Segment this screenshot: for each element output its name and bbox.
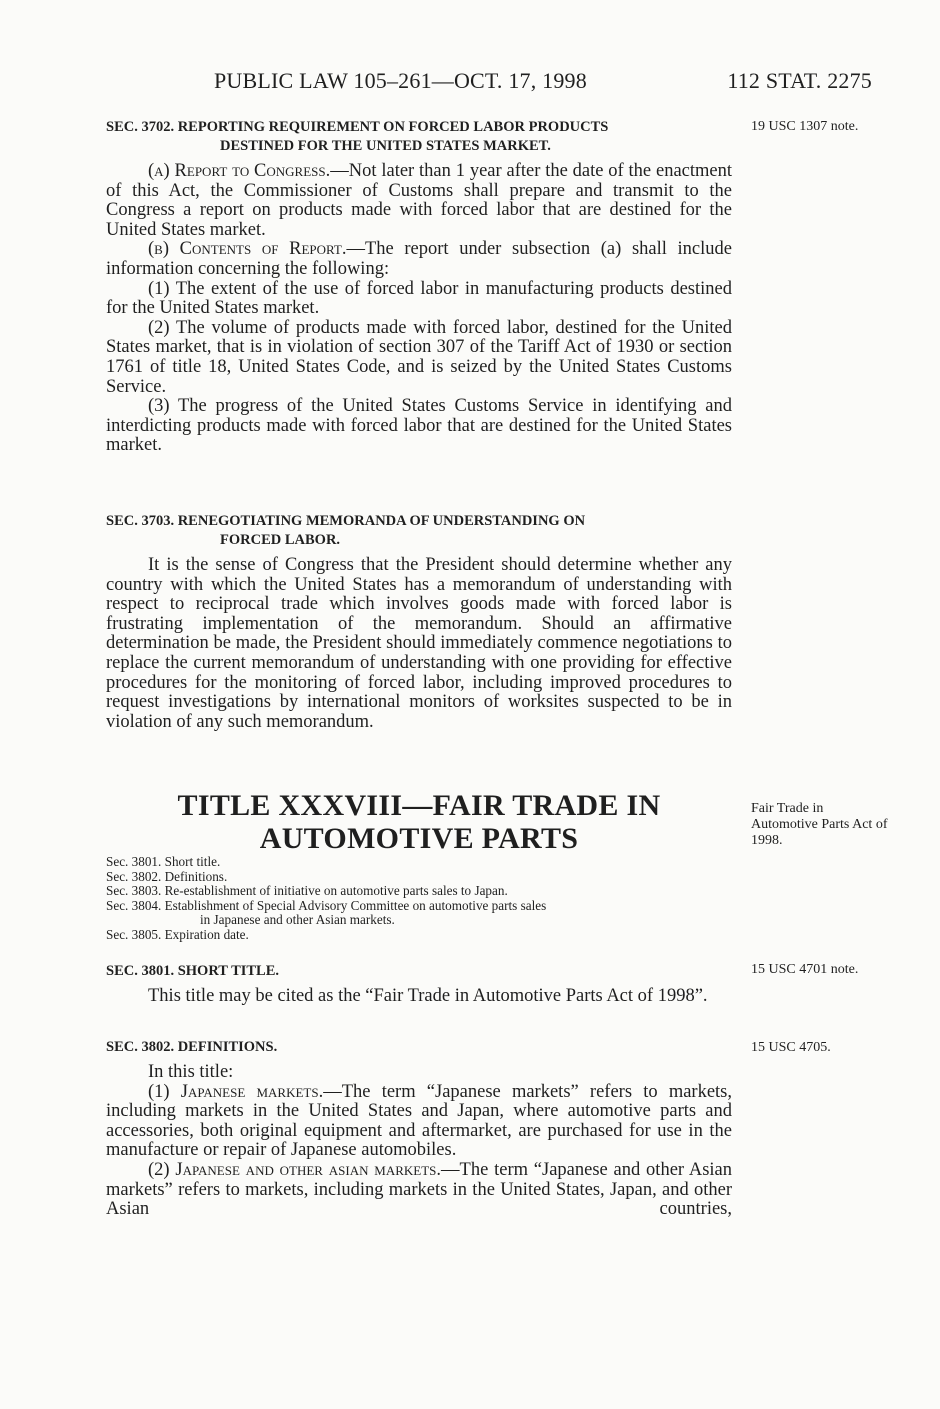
toc-entry-3804-cont: in Japanese and other Asian markets. — [200, 912, 395, 928]
sec-3801-text: This title may be cited as the “Fair Trade in Automotive Parts Act of 1998”. — [148, 986, 708, 1006]
sec-3702-heading-line1: SEC. 3702. REPORTING REQUIREMENT ON FORCED LABOR PRODUCTS — [106, 119, 609, 135]
title-heading-line2: AUTOMOTIVE PARTS — [259, 822, 579, 855]
title-margin-note: Fair Trade in Automotive Parts Act of 1998. — [751, 801, 888, 848]
toc-entry-3802: Sec. 3802. Definitions. — [106, 868, 228, 884]
running-head-stat: 112 STAT. 2275 — [727, 68, 872, 93]
sec-3703-heading-line1: SEC. 3703. RENEGOTIATING MEMORANDA OF UNDERSTANDING ON — [106, 513, 586, 529]
sec-3802 — [106, 1038, 732, 1220]
sec-3702-b-text: The report under subsection (a) shall include information concerning the following: — [106, 239, 732, 279]
sec-3702-a-text: Not later than 1 year after the date of the enactment of this Act, the Commissioner of Customs shall prepare and transmit to the Congress a report on products made with forced labor that are destined for the United States market. — [106, 161, 732, 240]
sec-3802-item-2-wrap — [106, 1161, 732, 1220]
sec-3702 — [106, 118, 732, 456]
toc-entry-3805: Sec. 3805. Expiration date. — [106, 926, 249, 942]
sec-3802-item-1-wrap — [106, 1083, 732, 1161]
running-head-law: PUBLIC LAW 105–261—OCT. 17, 1998 — [214, 68, 587, 93]
sec-3802-item-2 — [106, 1161, 732, 1220]
sec-3702-heading-line2: DESTINED FOR THE UNITED STATES MARKET. — [220, 138, 551, 154]
sec-3702-subsection-b — [106, 240, 732, 279]
sec-3702-item-1 — [106, 280, 732, 319]
sec-3703-text: It is the sense of Congress that the President should determine whether any country with which the United States has a memorandum of understanding with respect to reciprocal trade which involves goods made with forced labor is frustrating implementation of the memorandum. Should an affirmative determination be made, the President should immediately commence negotiations to replace the current memorandum of understanding with one providing for effective procedures for the monitoring of forced labor, including improved procedures to request investigations by international monitors of worksites suspected to be in violation of any such memorandum. — [106, 555, 732, 732]
sec-3703-heading — [106, 512, 732, 550]
sec-3801-margin-note: 15 USC 4701 note. — [751, 962, 859, 977]
toc-entry-3804: Sec. 3804. Establishment of Special Advisory Committee on automotive parts sales — [106, 897, 547, 913]
sec-3703-heading-line2: FORCED LABOR. — [220, 532, 341, 548]
sec-3702-subsection-a — [106, 162, 732, 240]
title-heading — [106, 789, 732, 855]
sec-3801 — [106, 962, 732, 1007]
sec-3802-margin-note: 15 USC 4705. — [751, 1040, 831, 1055]
toc-entry-3801: Sec. 3801. Short title. — [106, 854, 221, 869]
sec-3702-item-3-text: (3) The progress of the United States Customs Service in identifying and interdicting products made with forced labor that are destined for the United States market. — [106, 396, 732, 456]
sec-3801-heading: SEC. 3801. SHORT TITLE. — [106, 963, 280, 979]
sec-3702-margin-note: 19 USC 1307 note. — [751, 119, 859, 134]
sec-3702-b-label: (b) Contents of Report.— — [148, 239, 365, 260]
sec-3702-heading — [106, 118, 732, 156]
sec-3802-item-1-text: The term “Japanese markets” refers to markets, including markets in the United States and Japan, where automotive parts and accessories, both original equipment and aftermarket, are purchased for use in the manufacture or repair of Japanese automobiles. — [106, 1081, 733, 1161]
sec-3702-a-label: (a) Report to Congress.— — [148, 161, 349, 181]
sec-3702-item-3 — [106, 397, 732, 456]
title-table-of-contents — [106, 855, 732, 943]
sec-3802-item-2-label: (2) Japanese and other asian markets.— — [148, 1159, 460, 1180]
sec-3802-heading: SEC. 3802. DEFINITIONS. — [106, 1039, 278, 1055]
sec-3702-item-2 — [106, 319, 732, 397]
sec-3802-item-2-text: The term “Japanese and other Asian markets” refers to markets, including markets in the United States, Japan, and other Asian countries, — [106, 1159, 732, 1220]
sec-3702-item-2-text: (2) The volume of products made with forced labor, destined for the United States market, that is in violation of section 307 of the Tariff Act of 1930 or section 1761 of title 18, United States Code, and is seized by the United States Customs Service. — [106, 317, 732, 397]
sec-3702-item-1-text: (1) The extent of the use of forced labor in manufacturing products destined for the United States market. — [106, 278, 732, 319]
sec-3802-item-1 — [106, 1083, 732, 1161]
sec-3802-item-1-label: (1) Japanese markets.— — [148, 1081, 342, 1102]
sec-3703 — [106, 512, 732, 732]
sec-3802-intro: In this title: — [148, 1062, 234, 1082]
title-heading-line1: TITLE XXXVIII—FAIR TRADE IN — [177, 789, 661, 822]
toc-entry-3803: Sec. 3803. Re-establishment of initiative on automotive parts sales to Japan. — [106, 883, 508, 899]
running-head — [0, 68, 940, 98]
